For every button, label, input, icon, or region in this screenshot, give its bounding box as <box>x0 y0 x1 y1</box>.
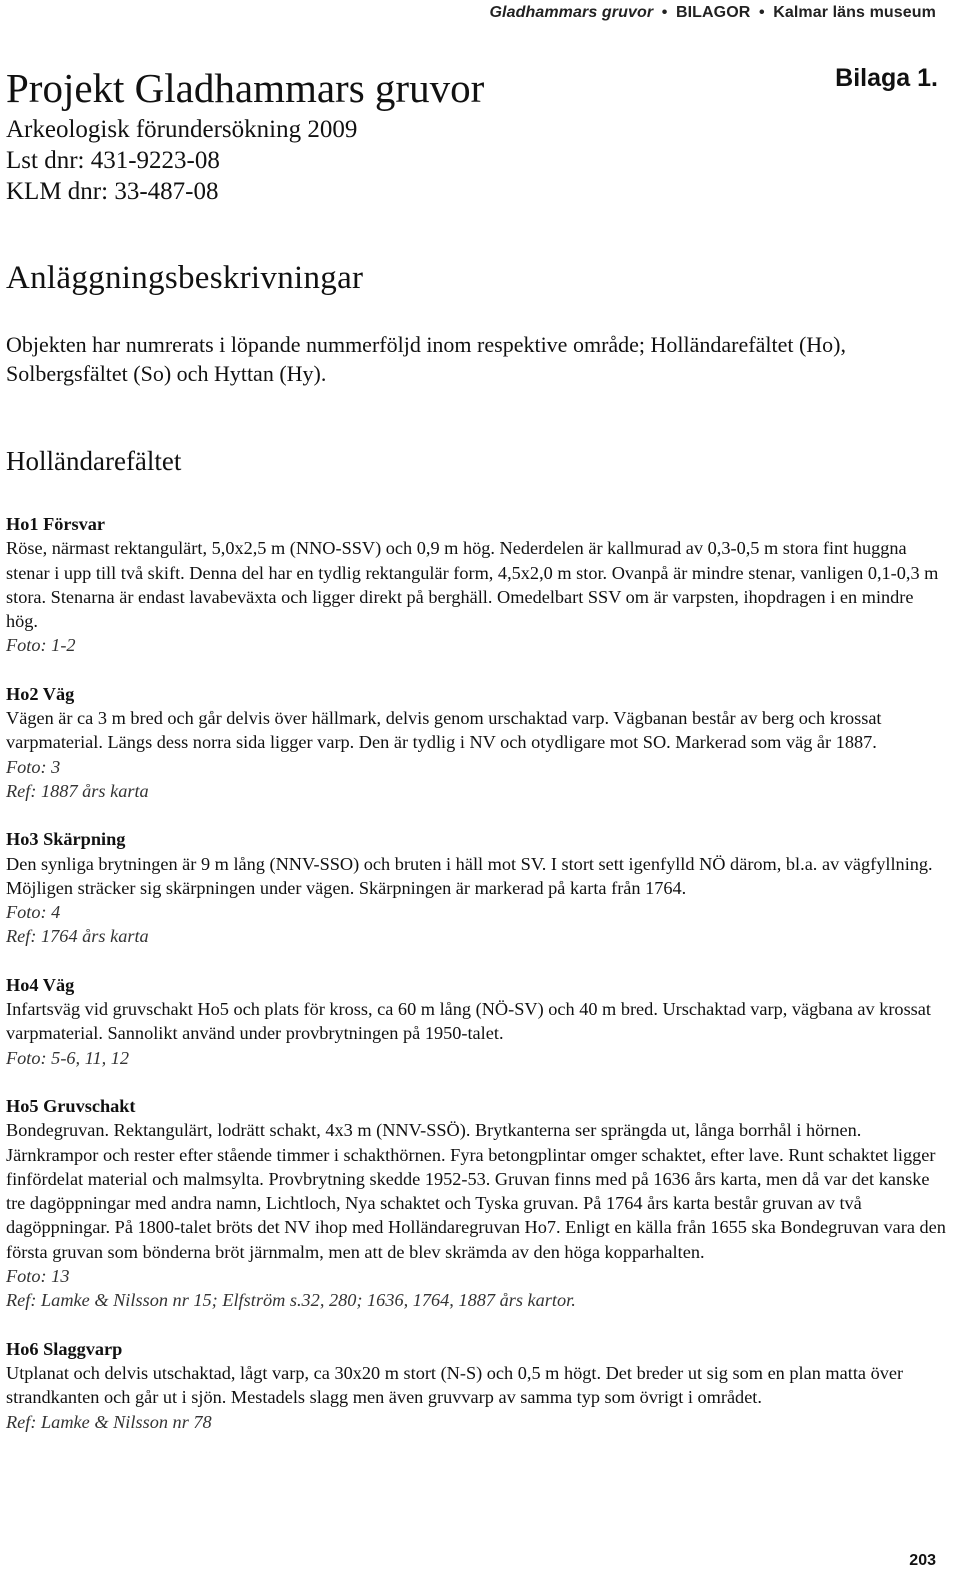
entry-body: Bondegruvan. Rektangulärt, lodrätt schakt, 4x3 m (NNV-SSÖ). Brytkanterna ser sprängda ut, långa borrhål i hörnen. Järnkrampor och rester efter stående timmer i schakthörnen. Fyra betongplintar omger schaktet, efter lave. Runt schaktet ligger finfördelat material och malmsylta. Provbrytning skedde 1952-53. Gruvan finns med på 1636 års karta, men då var det kanske tre dagöppningar med andra namn, Lichtloch, Nya schaktet och Tyska gruvan. På 1764 års karta består gruvan av två dagöppningar. På 1800-talet bröts det NV ihop med Holländaregruvan Ho7. Enligt en källa från 1655 ska Bondegruvan vara den första gruvan som bönderna bröt järnmalm, men att de blev skrämda av den höga kopparhalten. <box>6 1120 946 1262</box>
intro-paragraph: Objekten har numrerats i löpande nummerföljd inom respektive område; Holländarefältet (Ho), Solbergsfältet (So) och Hyttan (Hy). <box>6 332 846 386</box>
running-header <box>490 4 936 22</box>
entry-list <box>6 512 946 1458</box>
entry-ho6 <box>6 1337 946 1434</box>
entry-ho5 <box>6 1094 946 1313</box>
entry-title: Ho5 Gruvschakt <box>6 1095 136 1116</box>
header-separator: • <box>661 4 668 21</box>
header-museum: Kalmar läns museum <box>773 4 936 21</box>
title-block <box>6 62 484 207</box>
entry-ref: Ref: 1887 års karta <box>6 780 149 801</box>
header-section: BILAGOR <box>675 4 751 21</box>
entry-foto: Foto: 4 <box>6 902 61 923</box>
entry-title: Ho1 Försvar <box>6 514 106 534</box>
entry-ref: Ref: 1764 års karta <box>6 926 149 947</box>
header-project: Gladhammars gruvor <box>489 4 654 21</box>
subtitle: Arkeologisk förundersökning 2009 <box>6 116 358 143</box>
entry-ho3 <box>6 827 946 948</box>
section-heading: Anläggningsbeskrivningar <box>6 260 364 296</box>
entry-foto: Foto: 13 <box>6 1266 70 1287</box>
page-number: 203 <box>909 1552 936 1569</box>
entry-title: Ho2 Väg <box>6 683 75 704</box>
entry-ho1 <box>6 512 946 658</box>
entry-ref: Ref: Lamke & Nilsson nr 15; Elfström s.32, 280; 1636, 1764, 1887 års kartor. <box>6 1290 576 1311</box>
project-title: Projekt Gladhammars gruvor <box>6 65 485 111</box>
entry-body: Utplanat och delvis utschaktad, lågt varp, ca 30x20 m stort (N-S) och 0,5 m högt. Det breder ut sig som en plan matta över strandkanten och går ut i sjön. Mestadels slagg men även gruvvarp av samma typ som övrigt i området. <box>6 1362 904 1408</box>
entry-ho4 <box>6 973 946 1070</box>
entry-title: Ho4 Väg <box>6 974 75 995</box>
entry-body: Den synliga brytningen är 9 m lång (NNV-SSO) och bruten i häll mot SV. I stort sett igenfylld NÖ därom, bl.a. av vägfyllning. Möjligen sträcker sig skärpningen under vägen. Skärpningen är markerad på karta från 1764. <box>6 853 933 898</box>
appendix-label: Bilaga 1. <box>835 64 938 92</box>
area-heading: Holländarefältet <box>6 446 182 476</box>
entry-body: Röse, närmast rektangulärt, 5,0x2,5 m (NNO-SSV) och 0,9 m hög. Nederdelen är kallmurad av 0,3-0,5 m stora fint huggna stenar i upp till två skift. Denna del har en tydlig rektangulär form, 4,5x2,0 m stor. Ovanpå är mindre stenar, vanligen 0,1-0,3 m stora. Stenarna är endast lavabeväxta och ligger direkt på berghäll. Omedelbart SSV om är varpsten, ihopdragen i en mindre hög. <box>6 538 939 632</box>
entry-ref: Ref: Lamke & Nilsson nr 78 <box>6 1411 212 1432</box>
klm-dnr: KLM dnr: 33-487-08 <box>6 178 219 205</box>
entry-foto: Foto: 3 <box>6 756 61 777</box>
entry-ho2 <box>6 682 946 803</box>
entry-foto: Foto: 1-2 <box>6 635 76 656</box>
lst-dnr: Lst dnr: 431-9223-08 <box>6 147 220 174</box>
header-separator: • <box>758 4 765 21</box>
entry-body: Vägen är ca 3 m bred och går delvis över hällmark, delvis genom urschaktad varp. Vägbanan består av berg och krossat varpmaterial. Längs dess norra sida ligger varp. Den är tydlig i NV och otydligare mot SO. Markerad som väg år 1887. <box>6 708 882 753</box>
entry-body: Infartsväg vid gruvschakt Ho5 och plats för kross, ca 60 m lång (NÖ-SV) och 40 m bred. Urschaktad varp, vägbana av krossat varpmaterial. Sannolikt använd under provbrytningen på 1950-talet. <box>6 999 931 1044</box>
entry-foto: Foto: 5-6, 11, 12 <box>6 1047 130 1068</box>
entry-title: Ho6 Slaggvarp <box>6 1338 123 1359</box>
entry-title: Ho3 Skärpning <box>6 829 126 850</box>
